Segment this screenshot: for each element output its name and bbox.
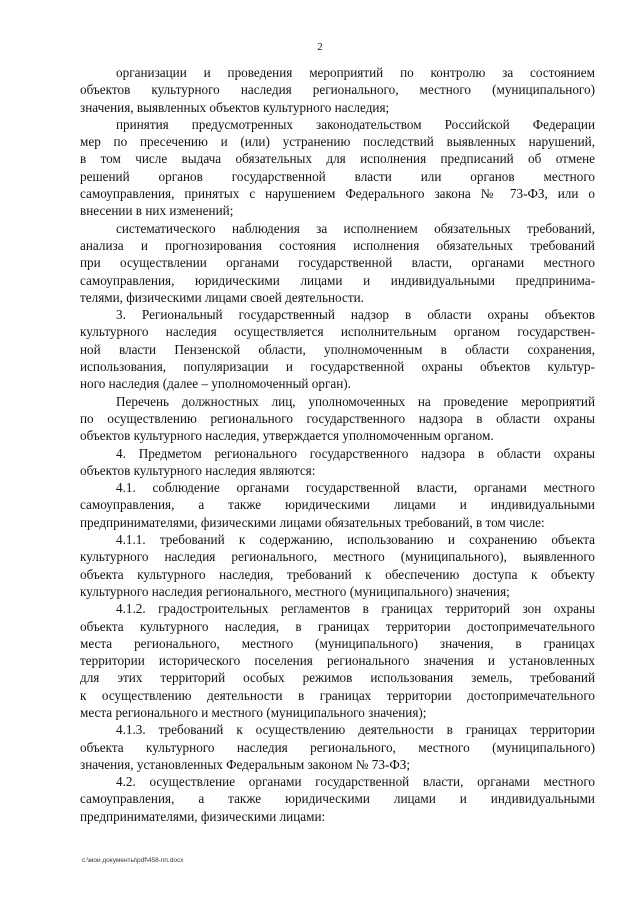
text-line: Перечень должностных лиц, уполномоченных на проведение мероприятий <box>116 393 595 409</box>
text-line: объектов культурного наследия являются: <box>80 462 316 478</box>
document-body <box>80 64 595 825</box>
file-path-footer: c:\мои документы\pdf\458-пп.docx <box>82 857 184 864</box>
text-line: принятия предусмотренных законодательством Российской Федерации <box>116 116 595 132</box>
text-line: по осуществлению регионального государственного надзора в области охраны <box>80 410 595 426</box>
text-line: значения, установленных Федеральным законом № 73-ФЗ; <box>80 756 411 772</box>
text-line: мер по пресечению и (или) устранению последствий выявленных нарушений, <box>80 134 595 150</box>
paragraph <box>80 116 595 220</box>
text-line: телями, физическими лицами своей деятельности. <box>80 289 364 305</box>
text-line: 4.1.2. градостроительных регламентов в границах территорий зон охраны <box>116 601 595 617</box>
text-line: объектов культурного наследия регионального, местного (муниципального) <box>80 82 595 98</box>
text-line: самоуправления, принятых с нарушением Федерального закона № 73-ФЗ, или о <box>80 186 595 202</box>
text-line: ной власти Пензенской области, уполномоченным в области сохранения, <box>80 341 595 357</box>
text-line: в том числе выдача обязательных для исполнения предписаний об отмене <box>80 151 595 167</box>
paragraph <box>80 600 595 721</box>
paragraph <box>80 773 595 825</box>
text-line: культурного наследия регионального, местного (муниципального) значения; <box>80 583 510 599</box>
text-line: 3. Региональный государственный надзор в области охраны объектов <box>116 307 595 323</box>
text-line: 4.1.3. требований к осуществлению деятельности в границах территории <box>116 722 595 738</box>
text-line: значения, выявленных объектов культурного наследия; <box>80 99 390 115</box>
text-line: объекта культурного наследия регионального, местного (муниципального) <box>80 739 595 755</box>
text-line: самоуправления, юридическими лицами и индивидуальными предпринима- <box>80 272 595 288</box>
paragraph <box>80 721 595 773</box>
text-line: предпринимателями, физическими лицами обязательных требований, в том числе: <box>80 514 545 530</box>
text-line: 4.1.1. требований к содержанию, использованию и сохранению объекта <box>116 532 595 548</box>
text-line: систематического наблюдения за исполнением обязательных требований, <box>116 220 595 236</box>
text-line: объекта культурного наследия, требований к обеспечению доступа к объекту <box>80 566 595 582</box>
text-line: места регионального и местного (муниципального значения); <box>80 704 427 720</box>
text-line: решений органов государственной власти или органов местного <box>80 168 595 184</box>
paragraph <box>80 531 595 600</box>
text-line: при осуществлении органами государственной власти, органами местного <box>80 255 595 271</box>
page-number: 2 <box>317 41 323 53</box>
text-line: территории исторического поселения регионального значения и установленных <box>80 653 595 669</box>
paragraph <box>80 479 595 531</box>
text-line: 4.1. соблюдение органами государственной власти, органами местного <box>116 480 595 496</box>
text-line: к осуществлению деятельности в границах территории достопримечательного <box>80 687 595 703</box>
paragraph <box>80 220 595 306</box>
paragraph <box>80 445 595 480</box>
text-line: 4. Предметом регионального государственного надзора в области охраны <box>116 445 595 461</box>
text-line: предпринимателями, физическими лицами: <box>80 808 326 824</box>
text-line: самоуправления, а также юридическими лицами и индивидуальными <box>80 497 595 513</box>
paragraph <box>80 393 595 445</box>
paragraph <box>80 64 595 116</box>
text-line: места регионального, местного (муниципального) значения, в границах <box>80 635 595 651</box>
text-line: культурного наследия осуществляется исполнительным органом государствен- <box>80 324 595 340</box>
text-line: ного наследия (далее – уполномоченный орган). <box>80 376 351 392</box>
text-line: организации и проведения мероприятий по контролю за состоянием <box>116 65 595 80</box>
text-line: использования, популяризации и государственной охраны объектов культур- <box>80 359 595 375</box>
paragraph <box>80 306 595 392</box>
text-line: объектов культурного наследия, утверждается уполномоченным органом. <box>80 428 494 444</box>
text-line: 4.2. осуществление органами государственной власти, органами местного <box>116 774 595 790</box>
text-line: анализа и прогнозирования состояния исполнения обязательных требований <box>80 237 595 253</box>
text-line: для этих территорий особых режимов использования земель, требований <box>80 670 595 686</box>
text-line: культурного наследия регионального, местного (муниципального), выявленного <box>80 549 595 565</box>
text-line: объекта культурного наследия, в границах территории достопримечательного <box>80 618 595 634</box>
text-line: внесении в них изменений; <box>80 203 234 219</box>
text-line: самоуправления, а также юридическими лицами и индивидуальными <box>80 791 595 807</box>
